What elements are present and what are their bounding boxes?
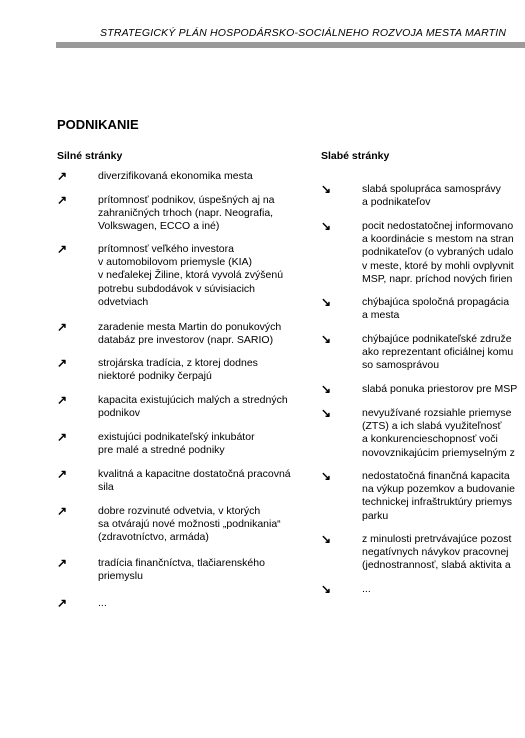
weakness-item-line: so samosprávou — [362, 359, 440, 372]
strength-item — [98, 597, 107, 610]
strength-item — [98, 394, 288, 420]
weakness-item-line: chýbajúca spoločná propagácia — [362, 296, 510, 308]
arrow-down-right-icon: ↘ — [321, 219, 332, 233]
strength-item-line: strojárska tradícia, z ktorej dodnes — [98, 357, 258, 369]
strength-item-line: sa otvárajú nové možnosti „podnikania“ — [98, 518, 281, 531]
strength-item-line: prítomnosť podnikov, úspešných aj na — [98, 194, 275, 206]
arrow-down-right-icon: ↘ — [321, 469, 332, 483]
weakness-item-line: slabá spolupráca samosprávy — [362, 183, 501, 195]
weakness-item-line: podnikateľov (o vybraných udalo — [362, 246, 514, 259]
weakness-item — [362, 407, 515, 460]
weakness-item — [362, 470, 515, 523]
strength-item-line: Volkswagen, ECCO a iné) — [98, 220, 220, 233]
strength-item-line: odvetviach — [98, 295, 149, 308]
weakness-item-line: chýbajúce podnikateľské združe — [362, 333, 512, 345]
strength-item-line: (zdravotníctvo, armáda) — [98, 531, 209, 544]
arrow-up-right-icon: ↗ — [57, 430, 68, 444]
weakness-item — [362, 533, 511, 573]
strength-item — [98, 557, 265, 583]
weakness-item-line: na výkup pozemkov a budovanie — [362, 483, 515, 496]
strength-item — [98, 468, 291, 494]
strength-item — [98, 431, 255, 457]
strength-item-line: podnikov — [98, 407, 141, 420]
weaknesses-heading: Slabé stránky — [321, 150, 390, 162]
arrow-down-right-icon: ↘ — [321, 382, 332, 396]
strength-item-line: zaradenie mesta Martin do ponukových — [98, 321, 282, 333]
weakness-item — [362, 220, 514, 286]
arrow-up-right-icon: ↗ — [57, 393, 68, 407]
weakness-item-line: nevyužívané rozsiahle priemyse — [362, 407, 512, 419]
arrow-down-right-icon: ↘ — [321, 182, 332, 196]
header-rule — [56, 42, 525, 48]
strengths-heading: Silné stránky — [57, 150, 123, 162]
section-title: PODNIKANIE — [57, 117, 139, 132]
weakness-item-line: z minulosti pretrvávajúce pozost — [362, 533, 512, 545]
weakness-item-line: novovznikajúcim priemyselným z — [362, 446, 515, 459]
weakness-item-line: parku — [362, 509, 389, 522]
strength-item-line: kapacita existujúcich malých a stredných — [98, 394, 288, 406]
arrow-up-right-icon: ↗ — [57, 169, 68, 183]
weakness-item-line: v meste, ktoré by mohli ovplyvnit — [362, 259, 514, 272]
strength-item-line: potrebu subdodávok v súvisiacich — [98, 282, 256, 295]
weakness-item-line: (jednostrannosť, slabá aktivita a — [362, 559, 511, 572]
arrow-down-right-icon: ↘ — [321, 406, 332, 420]
weakness-item-line: ... — [362, 583, 371, 595]
weakness-item-line: technickej infraštruktúry priemys — [362, 496, 512, 509]
arrow-up-right-icon: ↗ — [57, 467, 68, 481]
weakness-item-line: a konkurencieschopnosť voči — [362, 433, 498, 446]
strength-item — [98, 505, 281, 545]
arrow-up-right-icon: ↗ — [57, 193, 68, 207]
strength-item-line: niektoré podniky čerpajú — [98, 370, 212, 383]
arrow-up-right-icon: ↗ — [57, 242, 68, 256]
strength-item-line: ... — [98, 597, 107, 609]
arrow-down-right-icon: ↘ — [321, 332, 332, 346]
strength-item-line: v neďalekej Žiline, ktorá vyvolá zvýšenú — [98, 269, 284, 282]
weakness-item-line: nedostatočná finančná kapacita — [362, 470, 510, 482]
arrow-up-right-icon: ↗ — [57, 556, 68, 570]
strength-item-line: pre malé a stredné podniky — [98, 444, 225, 457]
weakness-item — [362, 296, 509, 322]
weakness-item-line: a podnikateľov — [362, 196, 431, 209]
strength-item-line: kvalitná a kapacitne dostatočná pracovná — [98, 468, 291, 480]
arrow-down-right-icon: ↘ — [321, 532, 332, 546]
weakness-item-line: pocit nedostatočnej informovano — [362, 220, 514, 232]
strength-item-line: dobre rozvinuté odvetvia, v ktorých — [98, 505, 261, 517]
arrow-up-right-icon: ↗ — [57, 596, 68, 610]
arrow-up-right-icon: ↗ — [57, 356, 68, 370]
weakness-item — [362, 183, 501, 209]
strength-item-line: priemyslu — [98, 570, 143, 583]
weakness-item-line: (ZTS) a ich slabá využiteľnosť — [362, 420, 502, 433]
strength-item — [98, 170, 253, 183]
strength-item — [98, 194, 275, 234]
weakness-item-line: negatívnych návykov pracovnej — [362, 546, 509, 559]
arrow-up-right-icon: ↗ — [57, 504, 68, 518]
weakness-item-line: slabá ponuka priestorov pre MSP — [362, 383, 518, 395]
weakness-item-line: a mesta — [362, 309, 400, 322]
strength-item-line: zahraničných trhoch (napr. Neografia, — [98, 207, 274, 220]
arrow-down-right-icon: ↘ — [321, 295, 332, 309]
strength-item-line: v automobilovom priemysle (KIA) — [98, 256, 253, 269]
strength-item-line: sila — [98, 481, 114, 494]
strength-item — [98, 243, 283, 309]
weakness-item-line: a koordinácie s mestom na stran — [362, 233, 514, 246]
strength-item-line: databáz pre investorov (napr. SARIO) — [98, 334, 274, 347]
strength-item-line: tradícia finančníctva, tlačiarenského — [98, 557, 265, 569]
arrow-down-right-icon: ↘ — [321, 582, 332, 596]
strength-item-line: prítomnosť veľkého investora — [98, 243, 234, 255]
strength-item — [98, 357, 258, 383]
arrow-up-right-icon: ↗ — [57, 320, 68, 334]
weakness-item — [362, 383, 517, 396]
weakness-item — [362, 333, 513, 373]
strength-item-line: diverzifikovaná ekonomika mesta — [98, 170, 253, 182]
weakness-item-line: MSP, napr. príchod nových firien — [362, 272, 513, 285]
weakness-item-line: ako reprezentant oficiálnej komu — [362, 346, 514, 359]
strength-item-line: existujúci podnikateľský inkubátor — [98, 431, 255, 443]
document-header-title: STRATEGICKÝ PLÁN HOSPODÁRSKO-SOCIÁLNEHO ROZVOJA MESTA MARTIN — [100, 27, 507, 39]
weakness-item — [362, 583, 371, 596]
strength-item — [98, 321, 281, 347]
